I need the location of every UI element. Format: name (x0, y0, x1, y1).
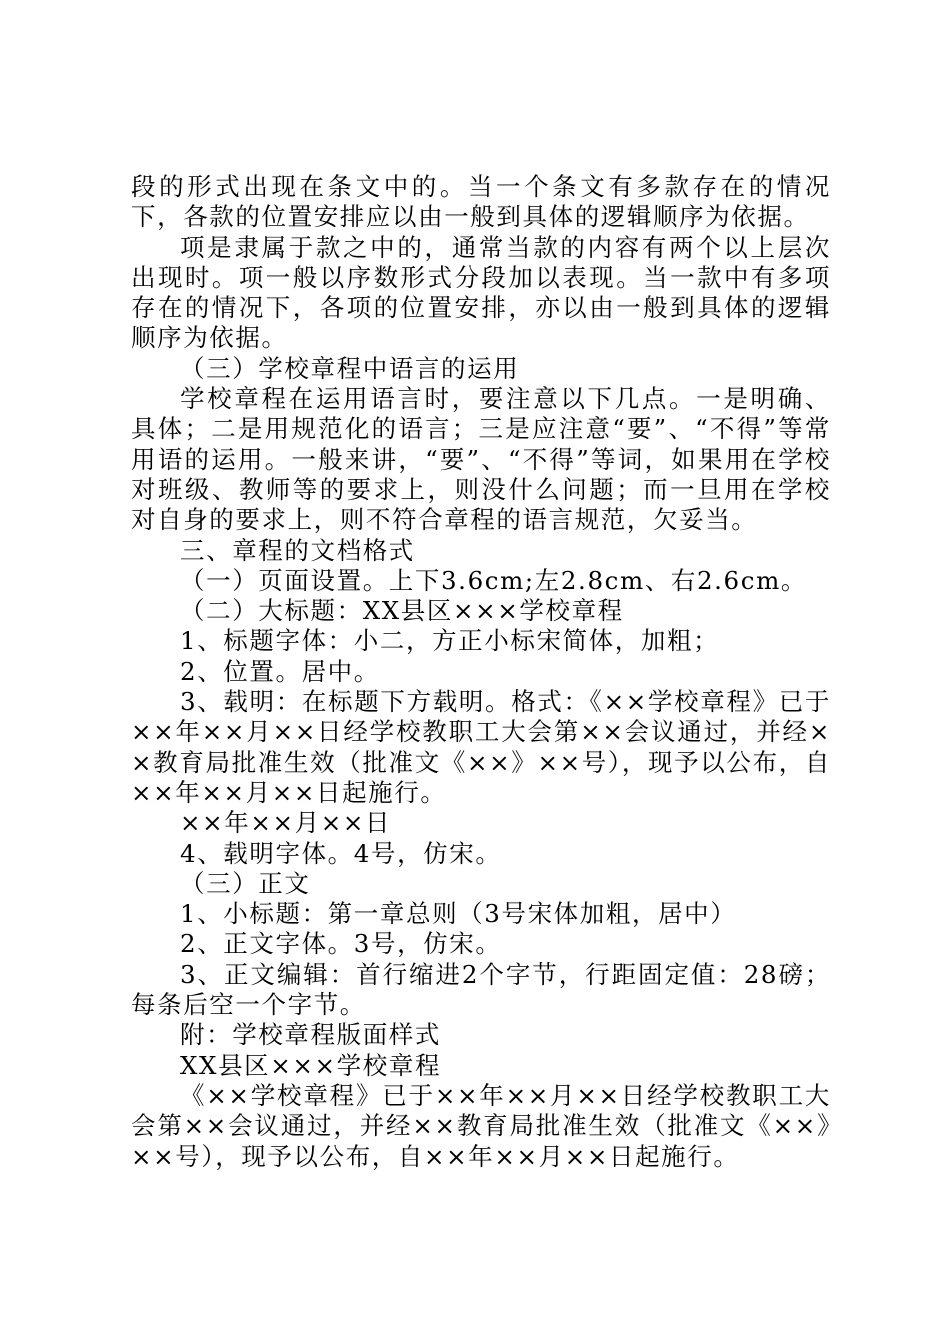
section-heading-format: 三、章程的文档格式 (180, 535, 415, 565)
list-item-statement-font: 4、载明字体。4号，仿宋。 (180, 838, 502, 868)
section-heading-language: （三）学校章程中语言的运用 (180, 353, 520, 383)
body-text-heading: （三）正文 (180, 868, 311, 898)
paragraph-1: 段的形式出现在条文中的。当一个条文有多款存在的情况下，各款的位置安排应以由一般到具体的逻辑顺序为依据。 (131, 172, 831, 232)
sample-title: XX县区×××学校章程 (180, 1050, 442, 1080)
title-item: （二）大标题：XX县区×××学校章程 (180, 596, 624, 626)
list-item-body-font: 2、正文字体。3号，仿宋。 (180, 929, 502, 959)
paragraph-2: 项是隶属于款之中的，通常当款的内容有两个以上层次出现时。项一般以序数形式分段加以表现。当一款中有多项存在的情况下，各项的位置安排，亦以由一般到具体的逻辑顺序为依据。 (131, 232, 831, 353)
appendix-label: 附：学校章程版面样式 (180, 1020, 441, 1050)
list-item-body-editing: 3、正文编辑：首行缩进2个字节，行距固定值：28磅；每条后空一个字节。 (131, 959, 831, 1020)
list-item-statement: 3、载明：在标题下方载明。格式：《××学校章程》已于××年××月××日经学校教职工大会第××会议通过，并经××教育局批准生效（批准文《××》××号），现予以公布，自××年××月××日起施行。 (131, 687, 831, 807)
sample-statement: 《××学校章程》已于××年××月××日经学校教职工大会第××会议通过，并经××教育局批准生效（批准文《××》××号），现予以公布，自××年××月××日起施行。 (131, 1080, 831, 1171)
page-setup-item: （一）页面设置。上下3.6cm;左2.8cm、右2.6cm。 (180, 565, 808, 595)
list-item-title-font: 1、标题字体：小二，方正小标宋简体，加粗； (180, 626, 720, 656)
list-item-position: 2、位置。居中。 (180, 656, 380, 686)
document-body (131, 172, 831, 1172)
list-item-subtitle: 1、小标题：第一章总则（3号宋体加粗，居中） (180, 899, 737, 929)
paragraph-4: 学校章程在运用语言时，要注意以下几点。一是明确、具体；二是用规范化的语言；三是应注意“要”、“不得”等常用语的运用。一般来讲，“要”、“不得”等词，如果用在学校对班级、教师等的要求上，则没什么问题；而一旦用在学校对自身的要求上，则不符合章程的语言规范，欠妥当。 (131, 384, 831, 535)
date-line: ××年××月××日 (180, 808, 392, 838)
